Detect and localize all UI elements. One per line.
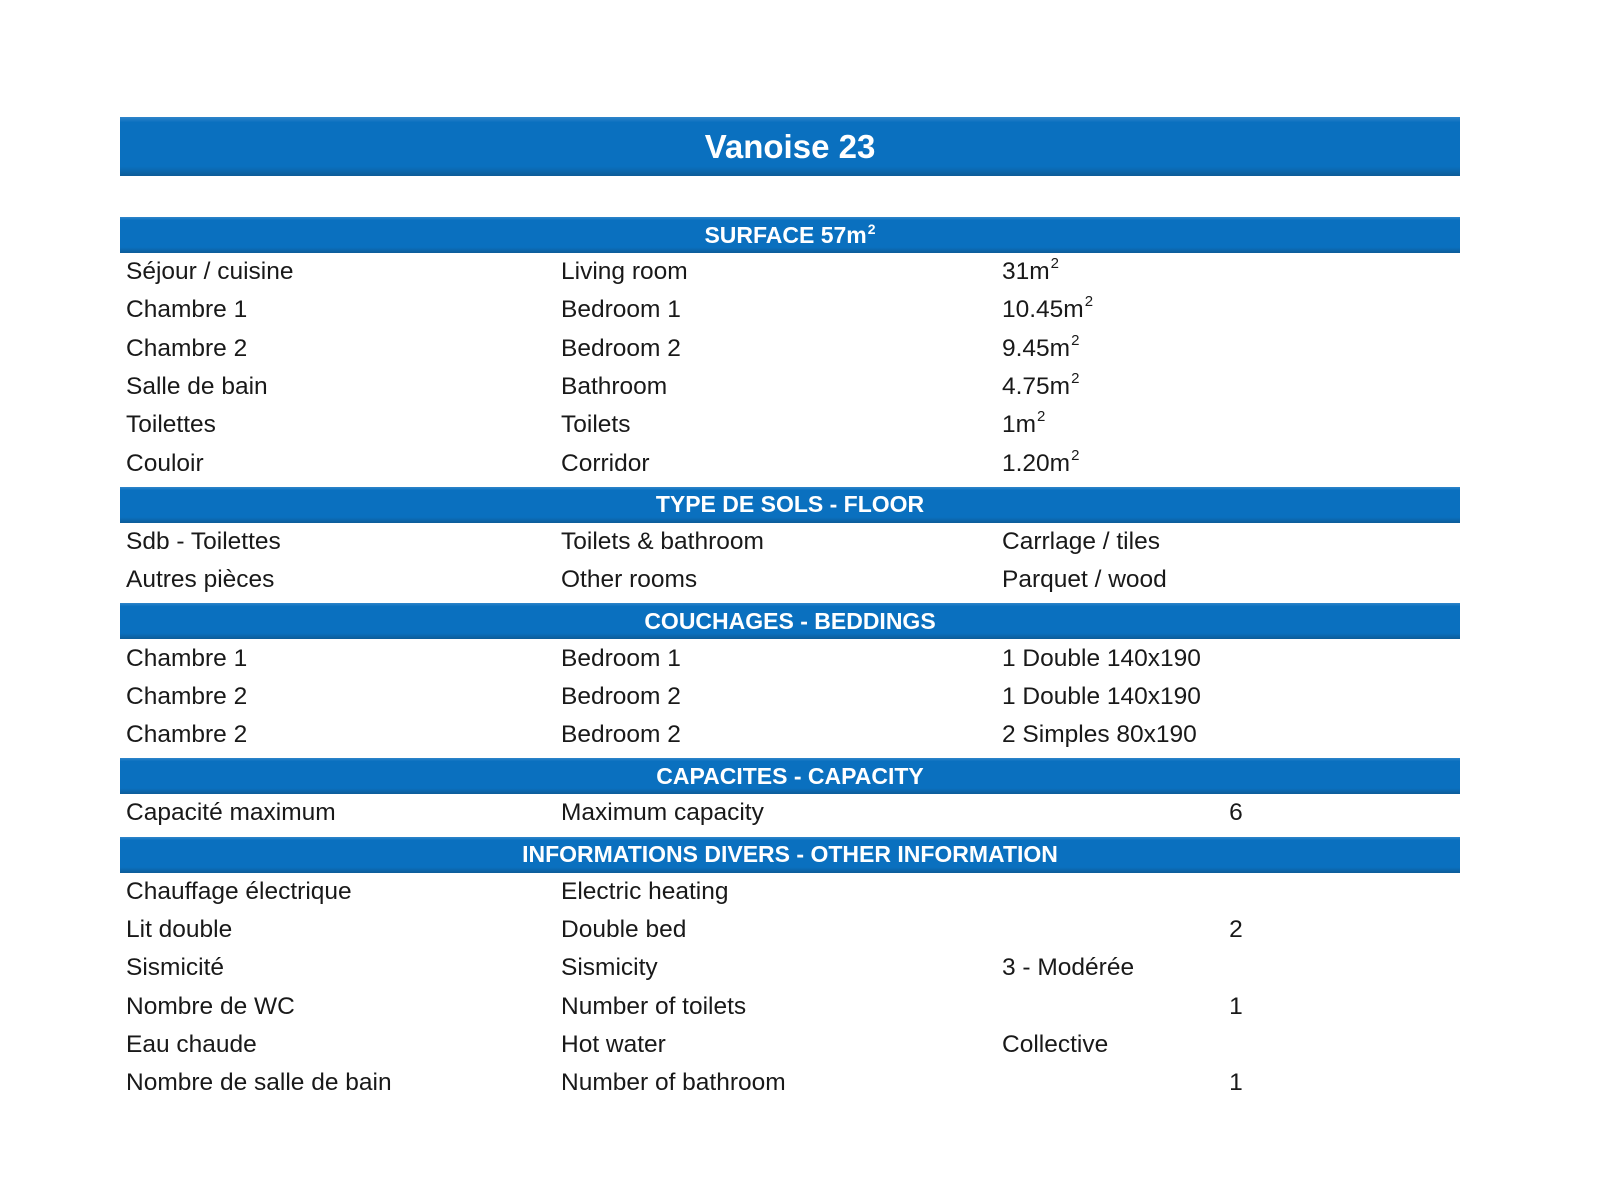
cell-french-label: Sdb - Toilettes bbox=[126, 527, 281, 555]
cell-value: 1 Double 140x190 bbox=[1002, 644, 1201, 672]
cell-french-label: Chambre 1 bbox=[126, 296, 248, 324]
cell-french-label: Chambre 2 bbox=[126, 721, 248, 749]
cell-number: 6 bbox=[1229, 799, 1243, 827]
cell-value: $9.45m^2$ bbox=[1002, 331, 1080, 362]
cell-french-label: Séjour / cuisine bbox=[126, 258, 294, 286]
cell-english-label: Bedroom 2 bbox=[561, 682, 681, 710]
cell-value: Parquet / wood bbox=[1002, 566, 1167, 594]
section-title: TYPE DE SOLS - FLOOR bbox=[655, 491, 925, 518]
cell-value: 2 Simples 80x190 bbox=[1002, 721, 1197, 749]
cell-number: 1 bbox=[1229, 992, 1243, 1020]
table-row bbox=[120, 368, 1460, 406]
table-row bbox=[120, 523, 1460, 561]
table-row bbox=[120, 291, 1460, 329]
cell-french-label: Capacité maximum bbox=[126, 799, 336, 827]
section bbox=[120, 217, 1460, 483]
table-row bbox=[120, 330, 1460, 368]
cell-english-label: Corridor bbox=[561, 449, 650, 477]
cell-english-label: Toilets bbox=[561, 411, 631, 439]
section-header-banner bbox=[120, 487, 1460, 523]
cell-value: $1.20m^2$ bbox=[1002, 446, 1080, 477]
cell-french-label: Toilettes bbox=[126, 411, 216, 439]
superscript: 2 bbox=[867, 220, 876, 237]
section-header-banner bbox=[120, 837, 1460, 873]
table-row bbox=[120, 253, 1460, 291]
superscript: 2 bbox=[1071, 446, 1080, 464]
section bbox=[120, 837, 1460, 1103]
section-title: SURFACE $57m^2$ bbox=[704, 220, 876, 248]
page-title: Vanoise 23 bbox=[704, 127, 876, 165]
cell-number: 1 bbox=[1229, 1069, 1243, 1097]
cell-english-label: Sismicity bbox=[561, 954, 658, 982]
cell-french-label: Chauffage électrique bbox=[126, 877, 352, 905]
cell-french-label: Chambre 2 bbox=[126, 682, 248, 710]
table-row bbox=[120, 444, 1460, 482]
cell-value: $31m^2$ bbox=[1002, 255, 1060, 286]
superscript: 2 bbox=[1050, 255, 1060, 273]
cell-value: $1m^2$ bbox=[1002, 408, 1046, 439]
cell-french-label: Lit double bbox=[126, 916, 233, 943]
cell-value: 3 - Modérée bbox=[1002, 954, 1135, 982]
section-rows bbox=[120, 523, 1460, 600]
cell-english-label: Bedroom 1 bbox=[561, 296, 681, 324]
table-row bbox=[120, 716, 1460, 754]
table-row bbox=[120, 639, 1460, 677]
sections bbox=[120, 217, 1460, 1102]
cell-value: $10.45m^2$ bbox=[1002, 293, 1094, 324]
cell-english-label: Bedroom 2 bbox=[561, 334, 681, 362]
table-row bbox=[120, 949, 1460, 987]
section-title: INFORMATIONS DIVERS - OTHER INFORMATION bbox=[522, 841, 1058, 868]
superscript: 2 bbox=[1071, 370, 1080, 388]
cell-english-label: Number of bathroom bbox=[561, 1069, 786, 1097]
table-row bbox=[120, 987, 1460, 1025]
cell-english-label: Bathroom bbox=[561, 373, 668, 401]
cell-english-label: Bedroom 2 bbox=[561, 721, 681, 749]
section bbox=[120, 603, 1460, 754]
cell-english-label: Double bed bbox=[561, 916, 687, 943]
table-row bbox=[120, 911, 1460, 949]
section-header-banner bbox=[120, 603, 1460, 639]
section bbox=[120, 758, 1460, 832]
section-title: COUCHAGES - BEDDINGS bbox=[644, 607, 936, 634]
cell-french-label: Sismicité bbox=[126, 954, 225, 982]
table-row bbox=[120, 873, 1460, 911]
section bbox=[120, 487, 1460, 600]
title-banner bbox=[120, 117, 1460, 176]
table-row bbox=[120, 1026, 1460, 1064]
table-row bbox=[120, 1064, 1460, 1102]
superscript: 2 bbox=[1084, 293, 1094, 311]
cell-english-label: Living room bbox=[561, 258, 688, 286]
cell-value: $4.75m^2$ bbox=[1002, 370, 1080, 401]
cell-number: 2 bbox=[1229, 916, 1243, 943]
table-row bbox=[120, 678, 1460, 716]
cell-french-label: Salle de bain bbox=[126, 373, 268, 401]
cell-english-label: Bedroom 1 bbox=[561, 644, 681, 672]
cell-english-label: Other rooms bbox=[561, 566, 698, 594]
cell-french-label: Chambre 1 bbox=[126, 644, 248, 672]
table-row bbox=[120, 561, 1460, 599]
section-rows bbox=[120, 639, 1460, 754]
cell-english-label: Number of toilets bbox=[561, 992, 747, 1020]
section-header-banner bbox=[120, 217, 1460, 253]
section-header-banner bbox=[120, 758, 1460, 794]
cell-french-label: Couloir bbox=[126, 449, 204, 477]
section-rows bbox=[120, 873, 1460, 1103]
cell-value: Carrlage / tiles bbox=[1002, 527, 1160, 555]
cell-english-label: Maximum capacity bbox=[561, 799, 764, 827]
section-rows bbox=[120, 253, 1460, 483]
section-rows bbox=[120, 794, 1460, 832]
table-row bbox=[120, 406, 1460, 444]
cell-french-label: Chambre 2 bbox=[126, 334, 248, 362]
cell-english-label: Hot water bbox=[561, 1030, 666, 1058]
superscript: 2 bbox=[1071, 331, 1080, 349]
cell-french-label: Nombre de salle de bain bbox=[126, 1069, 392, 1097]
cell-value: 1 Double 140x190 bbox=[1002, 682, 1201, 710]
cell-french-label: Nombre de WC bbox=[126, 992, 295, 1020]
cell-french-label: Autres pièces bbox=[126, 566, 275, 594]
superscript: 2 bbox=[1037, 408, 1046, 426]
section-title: CAPACITES - CAPACITY bbox=[656, 762, 924, 789]
property-sheet bbox=[120, 117, 1460, 1102]
cell-french-label: Eau chaude bbox=[126, 1030, 257, 1058]
cell-english-label: Electric heating bbox=[561, 877, 729, 905]
table-row bbox=[120, 794, 1460, 832]
cell-english-label: Toilets & bathroom bbox=[561, 527, 764, 555]
cell-value: Collective bbox=[1002, 1030, 1109, 1058]
